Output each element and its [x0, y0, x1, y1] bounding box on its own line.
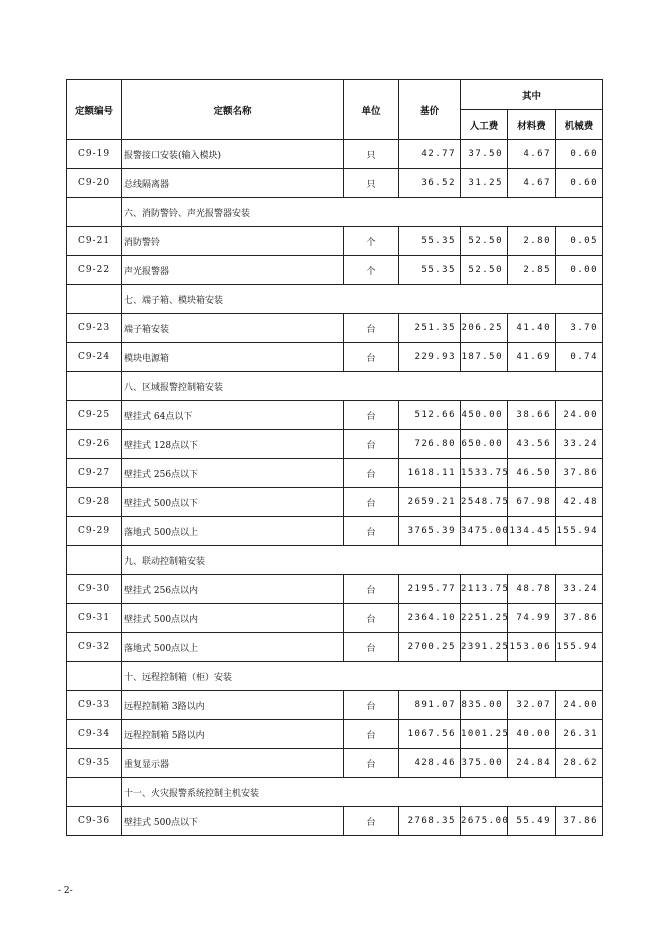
cell-machine: 155.94	[556, 517, 603, 546]
cell-base-price: 2768.35	[399, 807, 461, 836]
section-code-cell	[67, 662, 122, 691]
cell-name: 落地式 500点以上	[122, 633, 344, 662]
table-row	[67, 517, 603, 546]
table-row	[67, 807, 603, 836]
cell-machine: 24.00	[556, 401, 603, 430]
cell-material: 74.99	[508, 604, 556, 633]
cell-material: 43.56	[508, 430, 556, 459]
cell-code: C9-28	[67, 488, 122, 517]
table-body	[67, 140, 603, 836]
cell-unit: 个	[344, 256, 399, 285]
cell-code: C9-26	[67, 430, 122, 459]
cell-code: C9-25	[67, 401, 122, 430]
table-row	[67, 459, 603, 488]
cell-unit: 台	[344, 343, 399, 372]
cell-machine: 155.94	[556, 633, 603, 662]
cell-labor: 3475.00	[461, 517, 508, 546]
cell-unit: 台	[344, 691, 399, 720]
cell-code: C9-27	[67, 459, 122, 488]
cell-unit: 台	[344, 314, 399, 343]
cell-name: 落地式 500点以上	[122, 517, 344, 546]
cell-labor: 2548.75	[461, 488, 508, 517]
cell-unit: 台	[344, 430, 399, 459]
cell-material: 4.67	[508, 140, 556, 169]
cell-material: 4.67	[508, 169, 556, 198]
cell-material: 55.49	[508, 807, 556, 836]
table-row	[67, 227, 603, 256]
cell-base-price: 251.35	[399, 314, 461, 343]
cell-unit: 台	[344, 749, 399, 778]
cell-name: 远程控制箱 3路以内	[122, 691, 344, 720]
cell-name: 壁挂式 128点以下	[122, 430, 344, 459]
cell-material: 46.50	[508, 459, 556, 488]
cell-labor: 2391.25	[461, 633, 508, 662]
cell-labor: 1533.75	[461, 459, 508, 488]
cell-machine: 0.60	[556, 140, 603, 169]
section-code-cell	[67, 372, 122, 401]
table-row	[67, 169, 603, 198]
cell-code: C9-29	[67, 517, 122, 546]
cell-unit: 台	[344, 604, 399, 633]
cell-name: 重复显示器	[122, 749, 344, 778]
header-code: 定额编号	[67, 80, 122, 140]
cell-code: C9-36	[67, 807, 122, 836]
header-group: 其中	[461, 80, 603, 110]
cell-base-price: 428.46	[399, 749, 461, 778]
table-row	[67, 314, 603, 343]
table-row	[67, 430, 603, 459]
section-title: 九、联动控制箱安装	[122, 546, 603, 575]
table-row	[67, 749, 603, 778]
cell-base-price: 229.93	[399, 343, 461, 372]
cell-material: 2.85	[508, 256, 556, 285]
cell-machine: 37.86	[556, 604, 603, 633]
cell-code: C9-24	[67, 343, 122, 372]
section-code-cell	[67, 285, 122, 314]
cell-labor: 2675.00	[461, 807, 508, 836]
section-row	[67, 198, 603, 227]
cell-machine: 37.86	[556, 807, 603, 836]
cell-name: 壁挂式 64点以下	[122, 401, 344, 430]
table-row	[67, 720, 603, 749]
cell-labor: 650.00	[461, 430, 508, 459]
cell-name: 壁挂式 500点以下	[122, 807, 344, 836]
cell-base-price: 3765.39	[399, 517, 461, 546]
cell-machine: 0.05	[556, 227, 603, 256]
table-row	[67, 488, 603, 517]
cell-unit: 只	[344, 140, 399, 169]
cell-name: 报警接口安装(输入模块)	[122, 140, 344, 169]
table-row	[67, 633, 603, 662]
cell-labor: 52.50	[461, 256, 508, 285]
cell-code: C9-19	[67, 140, 122, 169]
section-row	[67, 285, 603, 314]
cell-material: 67.98	[508, 488, 556, 517]
cell-code: C9-33	[67, 691, 122, 720]
cell-name: 远程控制箱 5路以内	[122, 720, 344, 749]
table-header	[67, 80, 603, 140]
section-row	[67, 662, 603, 691]
cell-material: 41.69	[508, 343, 556, 372]
cell-base-price: 36.52	[399, 169, 461, 198]
cell-base-price: 55.35	[399, 256, 461, 285]
table-row	[67, 401, 603, 430]
cell-name: 模块电源箱	[122, 343, 344, 372]
table-row	[67, 343, 603, 372]
cell-material: 41.40	[508, 314, 556, 343]
cell-name: 壁挂式 500点以下	[122, 488, 344, 517]
cell-unit: 台	[344, 633, 399, 662]
cell-labor: 187.50	[461, 343, 508, 372]
cell-base-price: 1067.56	[399, 720, 461, 749]
cell-labor: 450.00	[461, 401, 508, 430]
section-row	[67, 778, 603, 807]
cell-machine: 0.74	[556, 343, 603, 372]
table-row	[67, 691, 603, 720]
cell-code: C9-31	[67, 604, 122, 633]
section-code-cell	[67, 546, 122, 575]
header-unit: 单位	[344, 80, 399, 140]
table-row	[67, 604, 603, 633]
cell-unit: 台	[344, 488, 399, 517]
cell-name: 声光报警器	[122, 256, 344, 285]
cell-code: C9-20	[67, 169, 122, 198]
cell-base-price: 891.07	[399, 691, 461, 720]
section-code-cell	[67, 198, 122, 227]
cell-base-price: 2364.10	[399, 604, 461, 633]
cell-base-price: 2700.25	[399, 633, 461, 662]
header-name: 定额名称	[122, 80, 344, 140]
cell-machine: 24.00	[556, 691, 603, 720]
cell-name: 消防警铃	[122, 227, 344, 256]
cell-base-price: 42.77	[399, 140, 461, 169]
cell-material: 24.84	[508, 749, 556, 778]
cell-labor: 31.25	[461, 169, 508, 198]
cell-code: C9-23	[67, 314, 122, 343]
section-title: 六、消防警铃、声光报警器安装	[122, 198, 603, 227]
section-code-cell	[67, 778, 122, 807]
cell-unit: 台	[344, 401, 399, 430]
cell-code: C9-34	[67, 720, 122, 749]
cell-base-price: 512.66	[399, 401, 461, 430]
section-row	[67, 546, 603, 575]
cell-labor: 52.50	[461, 227, 508, 256]
cell-machine: 33.24	[556, 430, 603, 459]
cell-unit: 台	[344, 575, 399, 604]
cell-unit: 个	[344, 227, 399, 256]
cell-material: 153.06	[508, 633, 556, 662]
header-material: 材料费	[508, 110, 556, 140]
cell-material: 40.00	[508, 720, 556, 749]
table-row	[67, 575, 603, 604]
cell-material: 48.78	[508, 575, 556, 604]
cell-code: C9-32	[67, 633, 122, 662]
cell-labor: 206.25	[461, 314, 508, 343]
cell-labor: 835.00	[461, 691, 508, 720]
cell-code: C9-21	[67, 227, 122, 256]
header-labor: 人工费	[461, 110, 508, 140]
cell-unit: 台	[344, 459, 399, 488]
table-row	[67, 256, 603, 285]
cell-material: 32.07	[508, 691, 556, 720]
table-row	[67, 140, 603, 169]
cell-machine: 3.70	[556, 314, 603, 343]
header-base-price: 基价	[399, 80, 461, 140]
header-machine: 机械费	[556, 110, 603, 140]
cell-name: 壁挂式 500点以内	[122, 604, 344, 633]
cell-base-price: 2659.21	[399, 488, 461, 517]
cell-labor: 37.50	[461, 140, 508, 169]
cell-material: 38.66	[508, 401, 556, 430]
quota-table	[66, 79, 603, 836]
cell-unit: 台	[344, 517, 399, 546]
cell-code: C9-35	[67, 749, 122, 778]
cell-base-price: 726.80	[399, 430, 461, 459]
cell-labor: 375.00	[461, 749, 508, 778]
cell-labor: 2113.75	[461, 575, 508, 604]
cell-name: 壁挂式 256点以下	[122, 459, 344, 488]
section-title: 十一、火灾报警系统控制主机安装	[122, 778, 603, 807]
cell-code: C9-30	[67, 575, 122, 604]
cell-unit: 只	[344, 169, 399, 198]
cell-base-price: 55.35	[399, 227, 461, 256]
section-title: 十、远程控制箱（柜）安装	[122, 662, 603, 691]
cell-base-price: 2195.77	[399, 575, 461, 604]
cell-machine: 42.48	[556, 488, 603, 517]
cell-material: 134.45	[508, 517, 556, 546]
cell-machine: 0.60	[556, 169, 603, 198]
cell-base-price: 1618.11	[399, 459, 461, 488]
page-number: - 2-	[58, 886, 73, 896]
section-title: 七、端子箱、模块箱安装	[122, 285, 603, 314]
cell-name: 端子箱安装	[122, 314, 344, 343]
cell-machine: 28.62	[556, 749, 603, 778]
cell-unit: 台	[344, 720, 399, 749]
cell-labor: 1001.25	[461, 720, 508, 749]
cell-labor: 2251.25	[461, 604, 508, 633]
cell-material: 2.80	[508, 227, 556, 256]
cell-name: 壁挂式 256点以内	[122, 575, 344, 604]
cell-unit: 台	[344, 807, 399, 836]
cell-machine: 26.31	[556, 720, 603, 749]
cell-code: C9-22	[67, 256, 122, 285]
cell-machine: 37.86	[556, 459, 603, 488]
cell-machine: 0.00	[556, 256, 603, 285]
section-row	[67, 372, 603, 401]
section-title: 八、区域报警控制箱安装	[122, 372, 603, 401]
cell-machine: 33.24	[556, 575, 603, 604]
cell-name: 总线隔离器	[122, 169, 344, 198]
